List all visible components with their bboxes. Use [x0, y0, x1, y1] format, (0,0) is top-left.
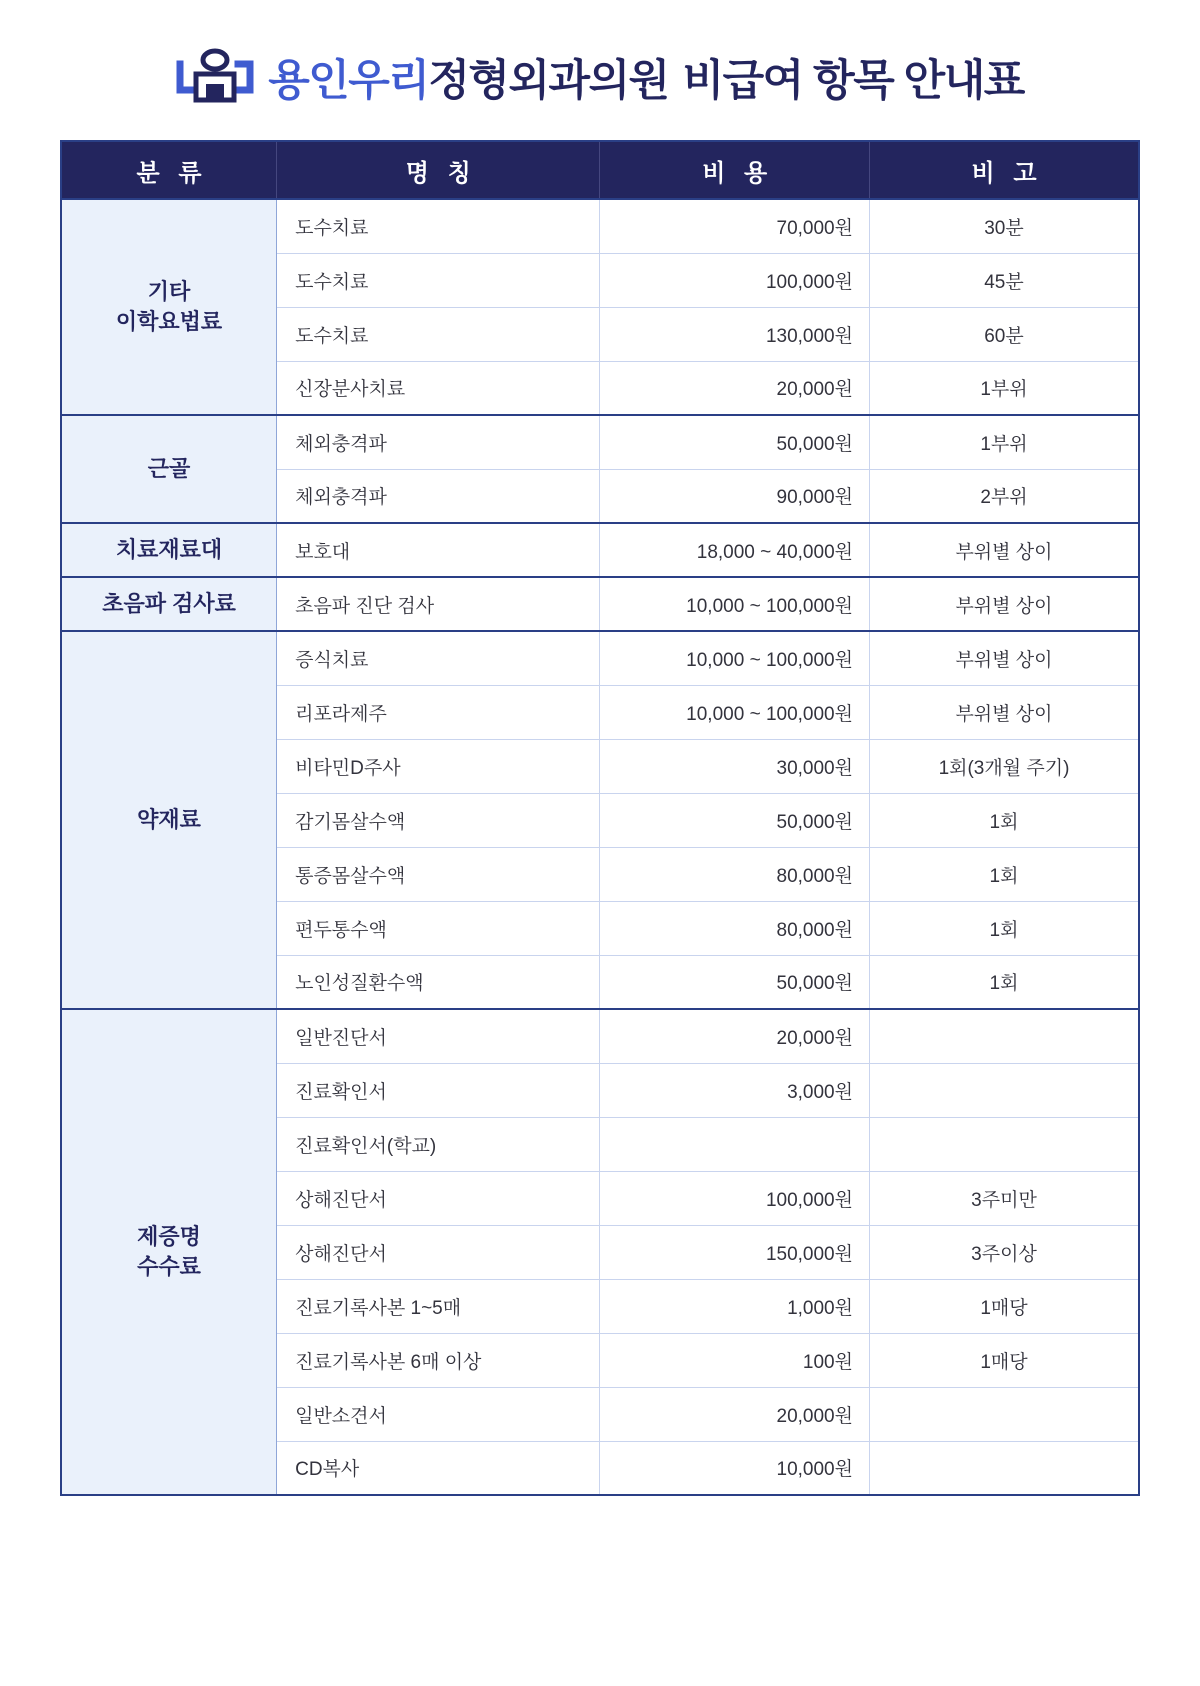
- item-name-cell: 보호대: [277, 523, 600, 577]
- item-name-cell: 신장분사치료: [277, 361, 600, 415]
- item-note-cell: 1회: [869, 847, 1139, 901]
- col-header-note: 비 고: [869, 141, 1139, 199]
- item-name-cell: 진료확인서(학교): [277, 1117, 600, 1171]
- item-price-cell: 20,000원: [600, 1387, 870, 1441]
- category-cell: 초음파 검사료: [61, 577, 277, 631]
- category-cell: 제증명 수수료: [61, 1009, 277, 1495]
- item-note-cell: 1회: [869, 793, 1139, 847]
- item-name-cell: 진료기록사본 6매 이상: [277, 1333, 600, 1387]
- table-row: [61, 631, 1139, 685]
- item-note-cell: 1부위: [869, 415, 1139, 469]
- item-price-cell: 50,000원: [600, 955, 870, 1009]
- item-name-cell: 도수치료: [277, 253, 600, 307]
- item-note-cell: [869, 1063, 1139, 1117]
- item-price-cell: 20,000원: [600, 361, 870, 415]
- category-cell: 근골: [61, 415, 277, 523]
- item-name-cell: 도수치료: [277, 307, 600, 361]
- item-name-cell: 상해진단서: [277, 1225, 600, 1279]
- item-note-cell: 1부위: [869, 361, 1139, 415]
- item-note-cell: 부위별 상이: [869, 523, 1139, 577]
- item-price-cell: 30,000원: [600, 739, 870, 793]
- col-header-price: 비 용: [600, 141, 870, 199]
- item-note-cell: [869, 1387, 1139, 1441]
- table-row: [61, 415, 1139, 469]
- item-note-cell: 3주미만: [869, 1171, 1139, 1225]
- item-price-cell: 90,000원: [600, 469, 870, 523]
- item-price-cell: 150,000원: [600, 1225, 870, 1279]
- item-price-cell: 50,000원: [600, 793, 870, 847]
- page-title: [268, 47, 1024, 108]
- item-price-cell: 100,000원: [600, 1171, 870, 1225]
- table-row: [61, 577, 1139, 631]
- item-name-cell: 체외충격파: [277, 415, 600, 469]
- item-name-cell: 체외충격파: [277, 469, 600, 523]
- category-cell: 치료재료대: [61, 523, 277, 577]
- item-price-cell: 100원: [600, 1333, 870, 1387]
- col-header-name: 명 칭: [277, 141, 600, 199]
- table-row: [61, 523, 1139, 577]
- item-name-cell: 증식치료: [277, 631, 600, 685]
- item-price-cell: 20,000원: [600, 1009, 870, 1063]
- item-note-cell: 1매당: [869, 1279, 1139, 1333]
- table-row: [61, 199, 1139, 253]
- item-name-cell: 일반진단서: [277, 1009, 600, 1063]
- item-note-cell: 60분: [869, 307, 1139, 361]
- price-table-wrap: [0, 140, 1200, 1496]
- col-header-category: 분 류: [61, 141, 277, 199]
- title-clinic-suffix: 정형외과의원: [428, 56, 669, 105]
- item-price-cell: 80,000원: [600, 901, 870, 955]
- item-note-cell: 3주이상: [869, 1225, 1139, 1279]
- item-price-cell: [600, 1117, 870, 1171]
- item-note-cell: 2부위: [869, 469, 1139, 523]
- item-price-cell: 10,000원: [600, 1441, 870, 1495]
- item-price-cell: 10,000 ~ 100,000원: [600, 577, 870, 631]
- price-table: [60, 140, 1140, 1496]
- title-subject: 비급여 항목 안내표: [682, 56, 1024, 105]
- item-note-cell: 부위별 상이: [869, 631, 1139, 685]
- title-clinic-prefix: 용인우리: [268, 56, 429, 105]
- page-header: [0, 0, 1200, 140]
- item-note-cell: [869, 1009, 1139, 1063]
- item-name-cell: 비타민D주사: [277, 739, 600, 793]
- item-note-cell: 45분: [869, 253, 1139, 307]
- item-note-cell: 1회: [869, 955, 1139, 1009]
- category-cell: 기타 이학요법료: [61, 199, 277, 415]
- item-name-cell: CD복사: [277, 1441, 600, 1495]
- item-note-cell: 1매당: [869, 1333, 1139, 1387]
- item-price-cell: 50,000원: [600, 415, 870, 469]
- item-name-cell: 진료확인서: [277, 1063, 600, 1117]
- item-price-cell: 80,000원: [600, 847, 870, 901]
- item-price-cell: 10,000 ~ 100,000원: [600, 685, 870, 739]
- item-name-cell: 리포라제주: [277, 685, 600, 739]
- item-name-cell: 진료기록사본 1~5매: [277, 1279, 600, 1333]
- item-note-cell: [869, 1441, 1139, 1495]
- item-name-cell: 일반소견서: [277, 1387, 600, 1441]
- item-name-cell: 감기몸살수액: [277, 793, 600, 847]
- item-name-cell: 초음파 진단 검사: [277, 577, 600, 631]
- table-header: [61, 141, 1139, 199]
- item-price-cell: 18,000 ~ 40,000원: [600, 523, 870, 577]
- item-price-cell: 130,000원: [600, 307, 870, 361]
- item-price-cell: 70,000원: [600, 199, 870, 253]
- table-header-row: [61, 141, 1139, 199]
- item-price-cell: 3,000원: [600, 1063, 870, 1117]
- item-name-cell: 편두통수액: [277, 901, 600, 955]
- table-row: [61, 1009, 1139, 1063]
- item-price-cell: 10,000 ~ 100,000원: [600, 631, 870, 685]
- item-note-cell: 부위별 상이: [869, 685, 1139, 739]
- item-name-cell: 노인성질환수액: [277, 955, 600, 1009]
- item-note-cell: [869, 1117, 1139, 1171]
- clinic-logo-icon: [176, 46, 254, 108]
- item-price-cell: 100,000원: [600, 253, 870, 307]
- category-cell: 약재료: [61, 631, 277, 1009]
- item-name-cell: 상해진단서: [277, 1171, 600, 1225]
- item-name-cell: 도수치료: [277, 199, 600, 253]
- item-name-cell: 통증몸살수액: [277, 847, 600, 901]
- item-price-cell: 1,000원: [600, 1279, 870, 1333]
- item-note-cell: 30분: [869, 199, 1139, 253]
- item-note-cell: 1회: [869, 901, 1139, 955]
- item-note-cell: 1회(3개월 주기): [869, 739, 1139, 793]
- table-body: [61, 199, 1139, 1495]
- item-note-cell: 부위별 상이: [869, 577, 1139, 631]
